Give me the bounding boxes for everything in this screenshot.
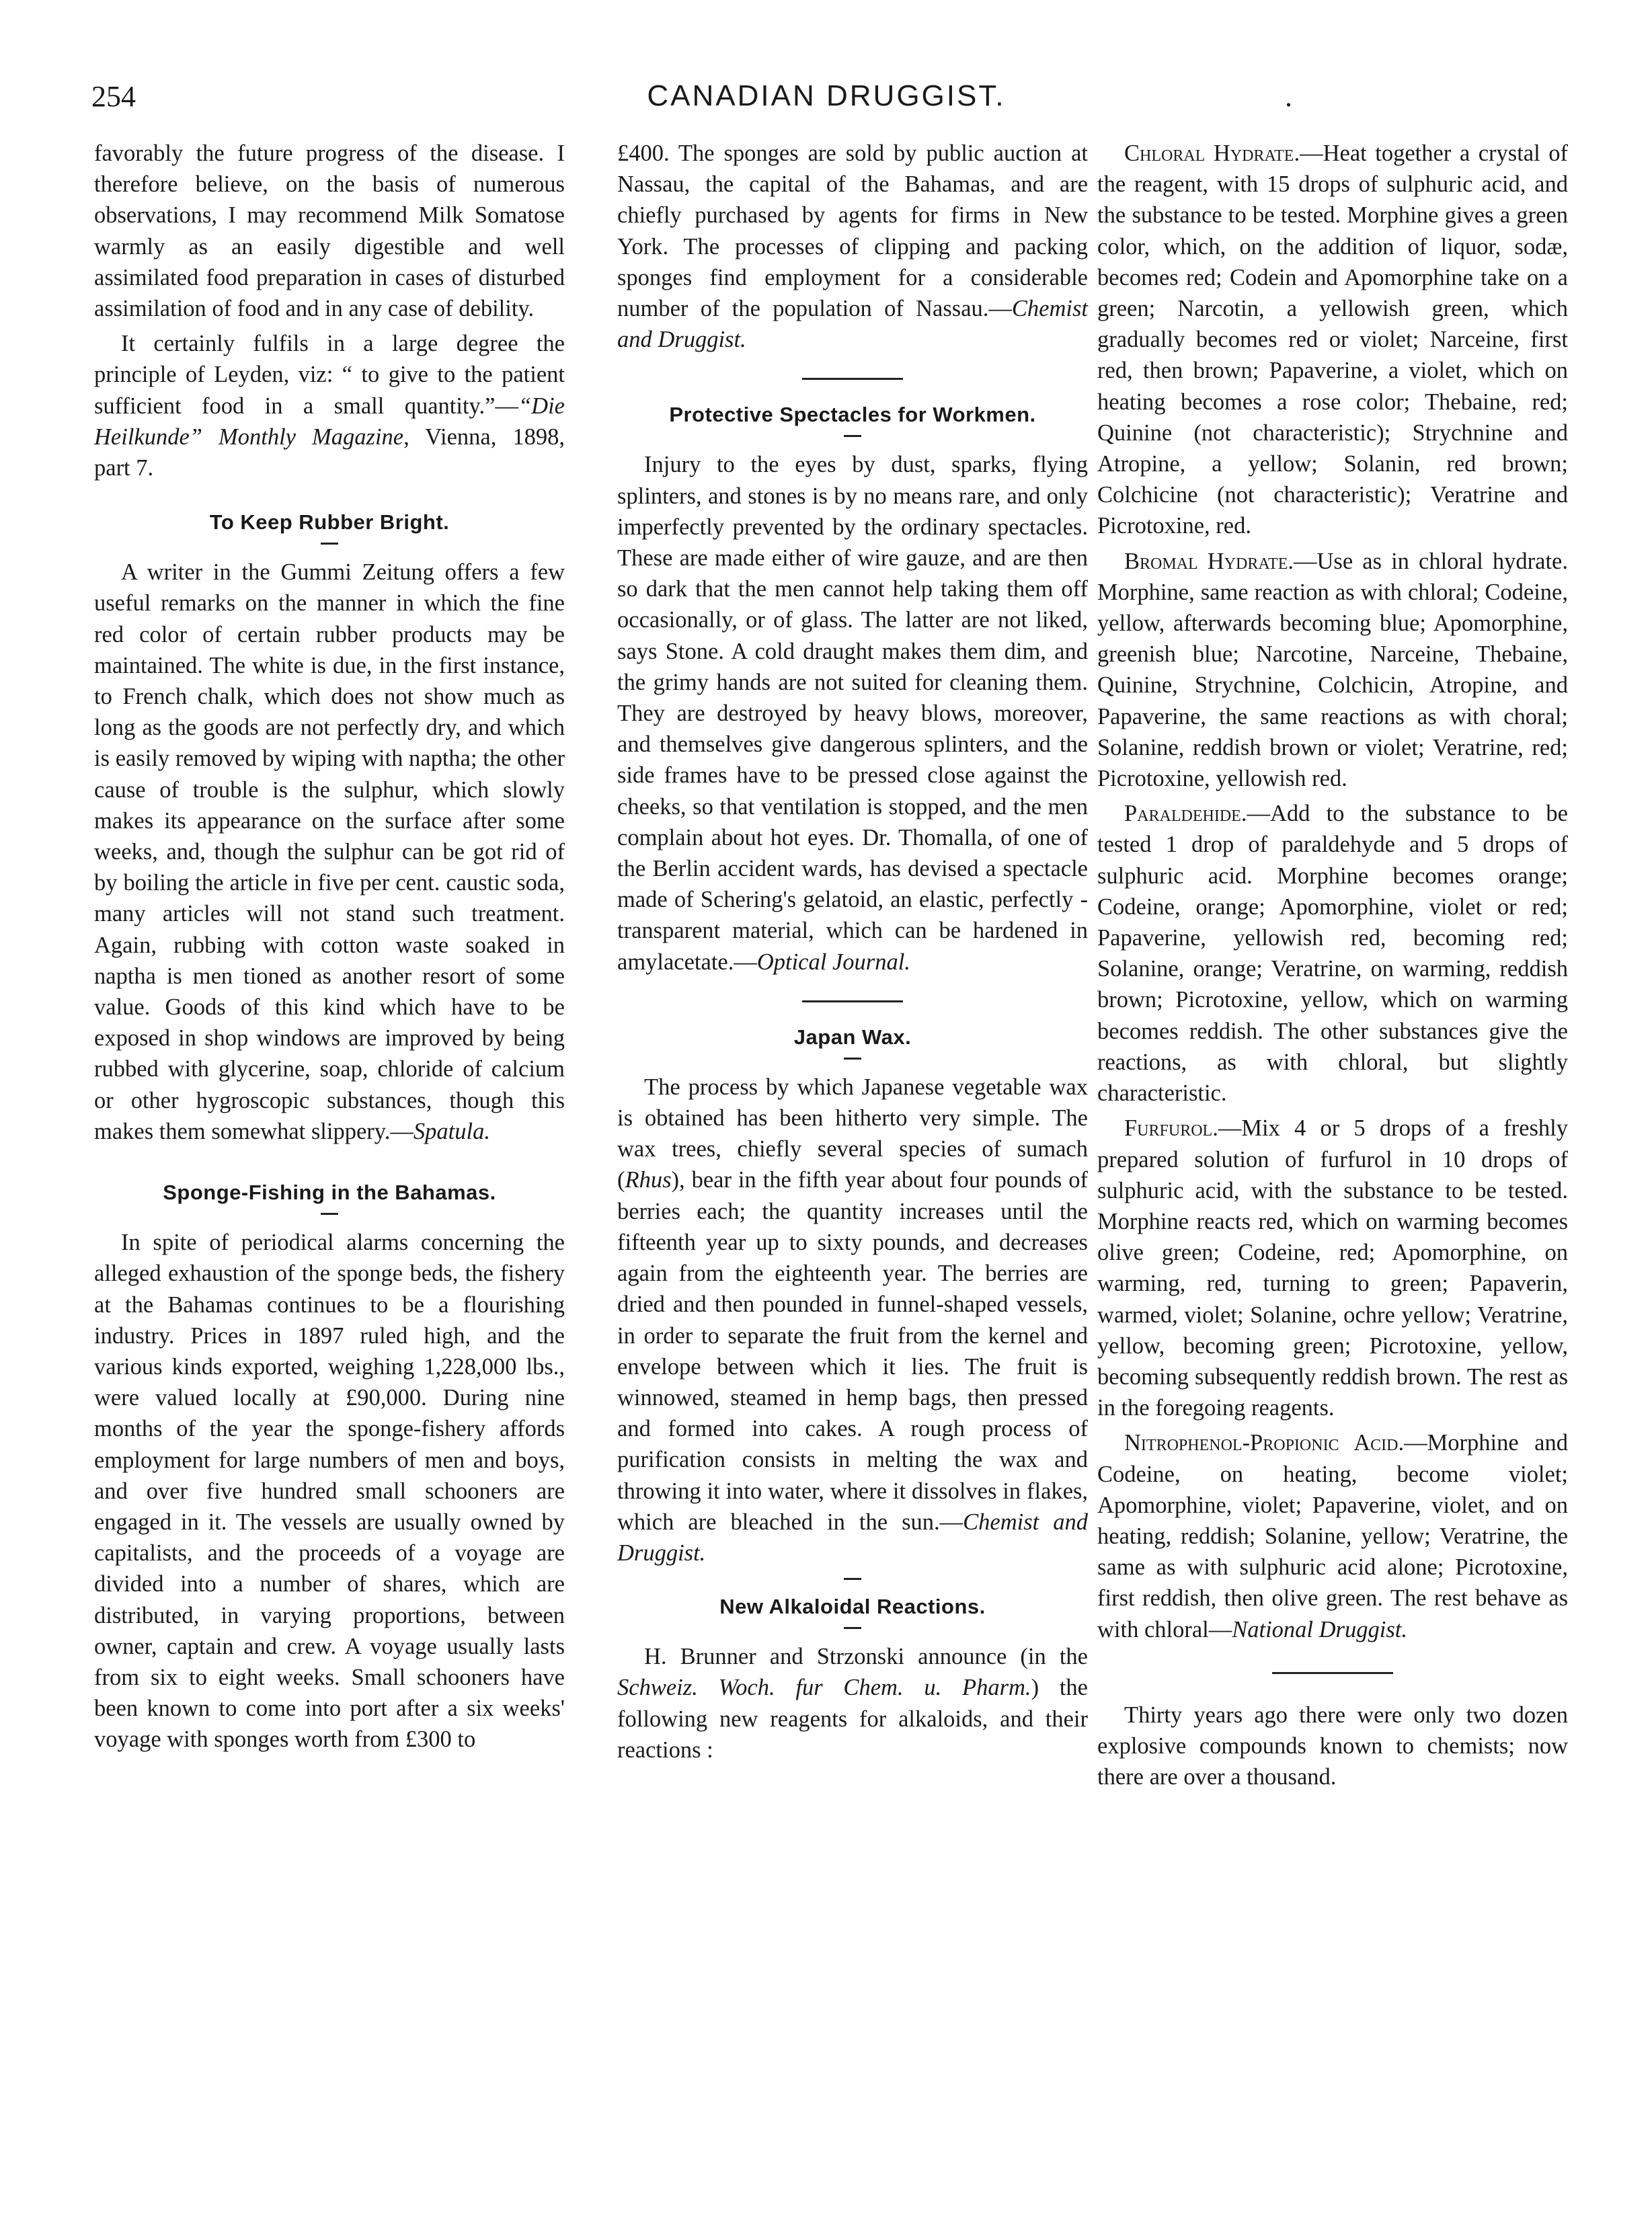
sponge-source: Chemist and Druggist. [617, 296, 1088, 353]
title-dash [844, 435, 861, 437]
chloral-reaction [1097, 138, 1568, 542]
wax-source: Chemist and Druggist. [617, 1509, 1088, 1566]
alkaloidal-intro [617, 1641, 1088, 1765]
wax-text-a: The process by which Japanese vegetable wax is obtained has been hitherto very simple. The wax trees, chiefly several species of sumach ( [617, 1074, 1088, 1193]
leyden-paragraph [94, 328, 565, 483]
alk-text-b: ) the following new reagents for alkaloids, and their reactions : [617, 1675, 1088, 1763]
paral-text: —Add to the substance to be tested 1 drop of paraldehyde and 5 drops of sulphuric acid. Morphine becomes orange; Codeine, orange; Apomorphine, violet or red; Papaverine, yellowish red, becoming red; Solanine, orange; Veratrine, on warming, reddish brown; Picrotoxine, yellow, which on warming becomes reddish. The other substances give the reactions, as with chloral, but slightly characteristic. [1097, 801, 1568, 1107]
section-rule [802, 378, 903, 380]
leyden-tail: , Vienna, 1898, part 7. [94, 424, 565, 481]
sponge-article-body: In spite of periodical alarms concerning the alleged exhaustion of the sponge beds, the fishery at the Bahamas continues to be a flourishing industry. Prices in 1897 ruled high, and the various kinds exported, weighing 1,228,000 lbs., were valued locally at £90,000. During nine months of the year the sponge-fishery affords employment for large numbers of men and boys, and over five hundred small schooners are engaged in it. The vessels are usually owned by capitalists, and the proceeds of a voyage are divided into a number of shares, which are distributed, in varying proportions, between owner, captain and crew. A voyage usually lasts from six to eight weeks. Small schooners have been known to come into port after a six weeks' voyage with sponges worth from £300 to [94, 1230, 565, 1753]
header-dot: . [1285, 80, 1292, 113]
spectacles-article-title: Protective Spectacles for Workmen. [669, 403, 1036, 427]
alk-text-a: H. Brunner and Strzonski announce (in the [644, 1644, 1088, 1670]
leyden-source: “Die Heilkunde” Monthly Magazine [94, 393, 565, 450]
bromal-lead: Bromal Hydrate. [1124, 548, 1294, 574]
column-2 [617, 138, 1088, 1770]
section-dash [844, 1578, 861, 1580]
title-dash [321, 543, 338, 545]
sponge-article-continued [617, 138, 1088, 355]
title-dash [844, 1627, 861, 1629]
nitro-lead: Nitrophenol-Propionic Acid. [1124, 1430, 1405, 1456]
nitrophenol-reaction [1097, 1427, 1568, 1644]
bromal-reaction [1097, 546, 1568, 795]
column-1 [94, 138, 565, 1759]
title-dash [321, 1213, 338, 1215]
furf-lead: Furfurol. [1124, 1115, 1218, 1142]
sponge-article-title: Sponge-Fishing in the Bahamas. [163, 1181, 496, 1205]
section-rule [1272, 1672, 1393, 1674]
milk-somatose-continued: favorably the future progress of the disease. I therefore believe, on the basis of numerous observations, I may recommend Milk Somatose warmly as an easily digestible and well assimilated food preparation in cases of disturbed assimilation of food and in any case of debility. [94, 141, 565, 322]
nitro-text: —Morphine and Codeine, on heating, become violet; Apomorphine, violet; Papaverine, violet, and on heating, reddish; Solanine, yellow; Veratrine, the same as with sulphuric acid alone; Picrotoxine, first reddish, then olive green. The rest behave as with chloral— [1097, 1430, 1568, 1642]
page-number: 254 [91, 80, 136, 113]
alk-journal: Schweiz. Woch. fur Chem. u. Pharm. [617, 1675, 1031, 1701]
title-dash [844, 1058, 861, 1060]
spectacles-article-body [617, 449, 1088, 977]
spectacles-source: Optical Journal. [756, 949, 910, 975]
japan-wax-title: Japan Wax. [793, 1025, 912, 1049]
rubber-text: A writer in the Gummi Zeitung offers a few useful remarks on the manner in which the fine red color of certain rubber products may be maintained. The white is due, in the first instance, to French chalk, which does not show much as long as the goods are not perfectly dry, and which is easily removed by wiping with naptha; the other cause of trouble is the sulphur, which slowly makes its appearance on the surface after some weeks, and, though the sulphur can be got rid of by boiling the article in five per cent. caustic soda, many articles will not stand such treatment. Again, rubbing with cotton waste soaked in naptha is men tioned as another resort of some value. Goods of this kind which have to be exposed in shop windows are improved by being rubbed with glycerine, soap, chloride of calcium or other hygroscopic substances, though this makes them somewhat slippery.— [94, 559, 565, 1144]
wax-text-b: ), bear in the fifth year about four pounds of berries each; the quantity increases until the fifteenth year up to sixty pounds, and decreases again from the eighteenth year. The berries are dried and then pounded in funnel-shaped vessels, in order to separate the fruit from the kernel and envelope between which it lies. The fruit is winnowed, steamed in hemp bags, then pressed and formed into cakes. A rough process of purification consists in melting the wax and throwing it into water, where it dissolves in flakes, which are bleached in the sun.— [617, 1167, 1088, 1535]
chloral-lead: Chloral Hydrate. [1124, 141, 1300, 166]
sponge-cont-text: £400. The sponges are sold by public auction at Nassau, the capital of the Bahamas, and are chiefly purchased by agents for firms in New York. The processes of clipping and packing sponges find employment for a considerable number of the population of Nassau.— [617, 141, 1088, 322]
rubber-article-title: To Keep Rubber Bright. [209, 510, 450, 534]
chloral-text: —Heat together a crystal of the reagent, with 15 drops of sulphuric acid, and the substance to be tested. Morphine gives a green color, which, on the addition of liquor, sodæ, becomes red; Codein and Apomorphine take on a green; Narcotin, a yellowish green, which gradually becomes red or violet; Narceine, first red, then brown; Papaverine, a violet, which on heating becomes a rose color; Thebaine, red; Quinine (not characteristic); Strychnine and Atropine, a yellow; Solanin, red brown; Colchicine (not characteristic); Veratrine and Picrotoxine, red. [1097, 141, 1568, 539]
furfurol-reaction [1097, 1113, 1568, 1423]
paral-lead: Paraldehide. [1124, 801, 1247, 827]
journal-title: CANADIAN DRUGGIST. [647, 79, 1006, 112]
wax-rhus: Rhus [625, 1167, 672, 1193]
section-rule [802, 1000, 903, 1002]
leyden-text: It certainly fulfils in a large degree the principle of Leyden, viz: “ to give to the patient sufficient food in a small quantity.”— [94, 331, 565, 419]
explosives-note: Thirty years ago there were only two dozen explosive compounds known to chemists; now there are over a thousand. [1097, 1702, 1568, 1790]
rubber-source: Spatula. [413, 1118, 490, 1144]
japan-wax-body [617, 1072, 1088, 1568]
spectacles-text: Injury to the eyes by dust, sparks, flying splinters, and stones is by no means rare, and only imperfectly prevented by the ordinary spectacles. These are made either of wire gauze, and are then so dark that the men cannot help taking them off occasionally, or of glass. The latter are not liked, says Stone. A cold draught makes them dim, and the grimy hands are not suited for cleaning them. They are destroyed by heavy blows, moreover, and themselves give dangerous splinters, and the side frames have to be pressed close against the cheeks, so that ventilation is stopped, and the men complain about hot eyes. Dr. Thomalla, of one of the Berlin accident wards, has devised a spectacle made of Schering's gelatoid, an elastic, perfectly - transparent material, which can be hardened in amylacetate.— [617, 452, 1088, 975]
paraldehide-reaction [1097, 798, 1568, 1109]
furf-text: —Mix 4 or 5 drops of a freshly prepared solution of furfurol in 10 drops of sulphuric acid, with the substance to be tested. Morphine reacts red, which on warming becomes olive green; Codeine, red; Apomorphine, on warming, red, turning to green; Papaverin, warmed, violet; Solanine, ochre yellow; Veratrine, yellow, becoming green; Picrotoxine, yellow, becoming subsequently reddish brown. The rest as in the foregoing reagents. [1097, 1115, 1568, 1421]
nitro-source: National Druggist. [1232, 1616, 1407, 1642]
column-3 [1097, 138, 1568, 1796]
bromal-text: —Use as in chloral hydrate. Morphine, same reaction as with chloral; Codeine, yellow, afterwards becoming blue; Apomorphine, greenish blue; Narcotine, Narceine, Thebaine, Quinine, Strychnine, Colchicin, Atropine, and Papaverine, the same reactions as with choral; Solanine, reddish brown or violet; Veratrine, red; Picrotoxine, yellowish red. [1097, 548, 1568, 792]
rubber-article-body [94, 557, 565, 1147]
page-header [91, 79, 1561, 120]
alkaloidal-reactions-title: New Alkaloidal Reactions. [719, 1595, 986, 1619]
